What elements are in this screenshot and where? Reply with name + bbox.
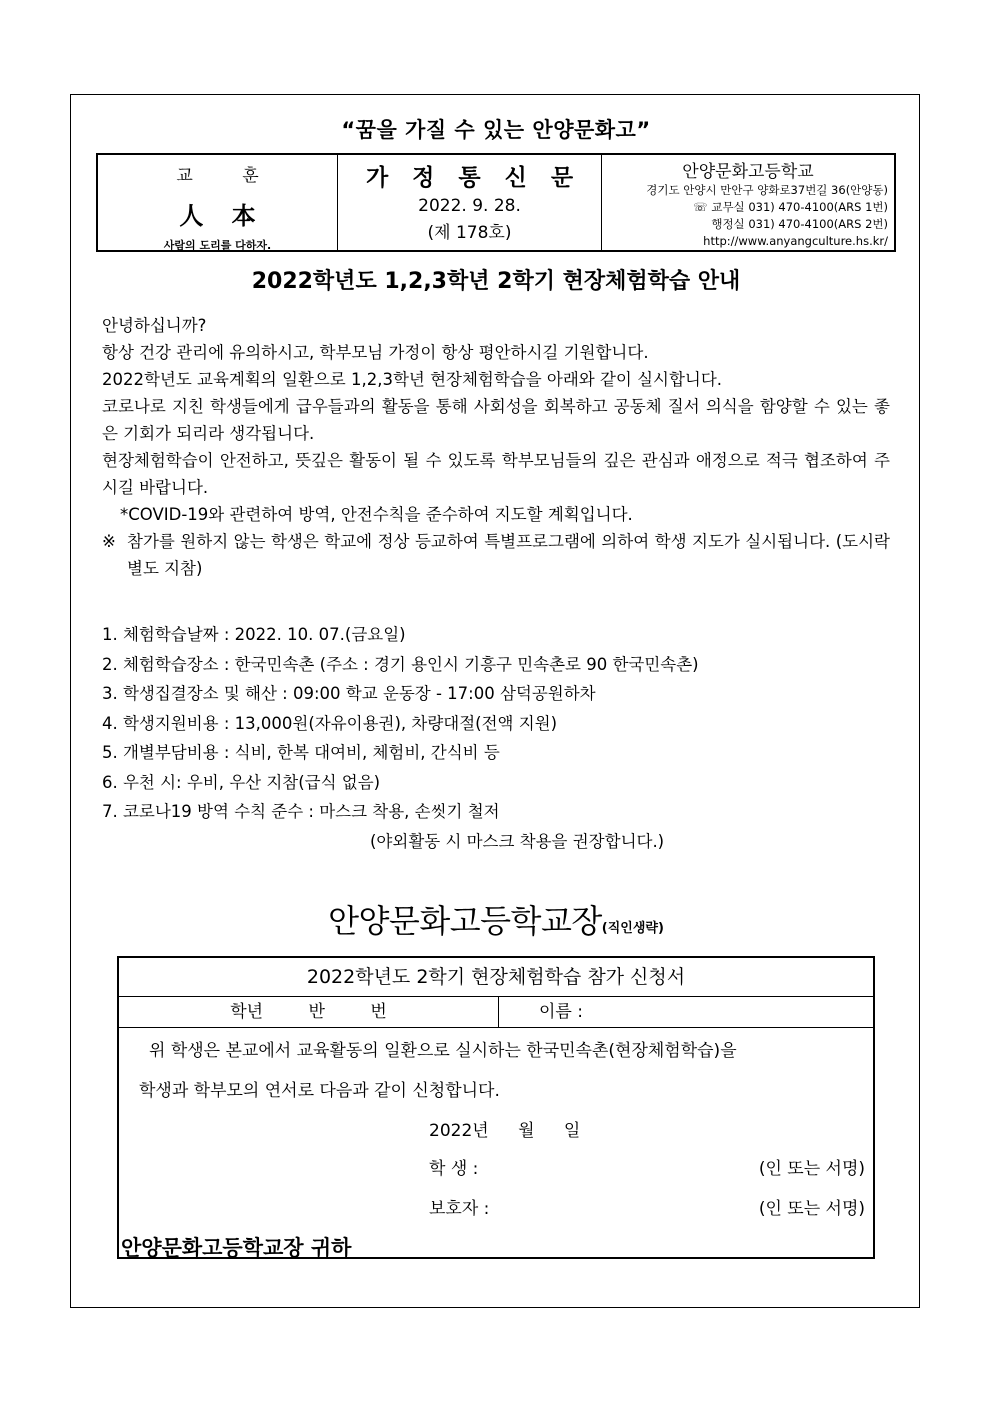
body-paragraph: 2022학년도 교육계획의 일환으로 1,2,3학년 현장체험학습을 아래와 같이 실시합니다. bbox=[102, 370, 723, 389]
office-phone: ☏ 교무실 031) 470-4100(ARS 1번) bbox=[693, 200, 888, 214]
newsletter-header-table bbox=[96, 153, 896, 252]
school-motto-cell bbox=[98, 155, 338, 250]
student-signature-field[interactable]: (인 또는 서명) bbox=[758, 1159, 865, 1179]
list-item: 7. 코로나19 방역 수칙 준수 : 마스크 착용, 손씻기 철저 bbox=[102, 802, 500, 821]
form-statement: 학생과 학부모의 연서로 다음과 같이 신청합니다. bbox=[139, 1081, 500, 1101]
greeting: 안녕하십니까? bbox=[102, 316, 207, 335]
newsletter-title: 가 정 통 신 문 bbox=[365, 165, 582, 191]
admin-phone: 행정실 031) 470-4100(ARS 2번) bbox=[711, 217, 888, 231]
application-form bbox=[117, 956, 875, 1259]
document-title: 2022학년도 1,2,3학년 2학기 현장체험학습 안내 bbox=[251, 269, 741, 294]
form-addressee: 안양문화고등학교장 귀하 bbox=[121, 1236, 352, 1260]
list-item: 1. 체험학습날짜 : 2022. 10. 07.(금요일) bbox=[102, 625, 406, 644]
principal-title: 안양문화고등학교장 bbox=[328, 902, 602, 940]
form-title: 2022학년도 2학기 현장체험학습 참가 신청서 bbox=[119, 958, 873, 997]
trip-details-list bbox=[102, 620, 890, 856]
seal-omitted-note: (직인생략) bbox=[601, 921, 664, 936]
covid-notice: *COVID-19와 관련하여 방역, 안전수칙을 준수하여 지도할 계획입니다. bbox=[120, 505, 633, 524]
form-statement: 위 학생은 본교에서 교육활동의 일환으로 실시하는 한국민속촌(현장체험학습)을 bbox=[149, 1041, 737, 1061]
reference-mark-icon: ※ bbox=[102, 532, 116, 551]
student-info-row bbox=[119, 997, 873, 1028]
school-motto: 人 本 bbox=[179, 201, 266, 230]
school-motto-label: 교 훈 bbox=[176, 166, 281, 186]
student-signature-label: 학 생 : bbox=[429, 1159, 479, 1179]
letter-body bbox=[102, 312, 890, 582]
list-item: 2. 체험학습장소 : 한국민속촌 (주소 : 경기 용인시 기흥구 민속촌로 90 한국민속촌) bbox=[102, 654, 699, 674]
grade-class-number-field[interactable]: 학년 반 번 bbox=[119, 997, 499, 1027]
mask-recommendation: (야외활동 시 마스크 착용을 권장합니다.) bbox=[370, 831, 665, 851]
non-participation-note bbox=[102, 528, 890, 582]
body-paragraph: 항상 건강 관리에 유의하시고, 학부모님 가정이 항상 평안하시길 기원합니다. bbox=[102, 343, 649, 362]
guardian-signature-label: 보호자 : bbox=[429, 1199, 490, 1219]
school-address: 경기도 안양시 만안구 양화로37번길 36(안양동) bbox=[646, 183, 888, 197]
student-name-field[interactable]: 이름 : bbox=[539, 1002, 583, 1022]
school-website-link[interactable]: http://www.anyangculture.hs.kr/ bbox=[703, 234, 888, 248]
application-date-field[interactable]: 2022년 월 일 bbox=[429, 1121, 581, 1141]
newsletter-info-cell bbox=[338, 155, 602, 250]
non-participation-text: 참가를 원하지 않는 학생은 학교에 정상 등교하여 특별프로그램에 의하여 학생 지도가 실시됩니다. (도시락 별도 지참) bbox=[127, 532, 890, 578]
newsletter-date: 2022. 9. 28. bbox=[418, 196, 521, 216]
list-item: 5. 개별부담비용 : 식비, 한복 대여비, 체험비, 간식비 등 bbox=[102, 743, 500, 762]
body-paragraph: 코로나로 지친 학생들에게 급우들과의 활동을 통해 사회성을 회복하고 공동체 질서 의식을 함양할 수 있는 좋은 기회가 되리라 생각됩니다. bbox=[102, 397, 890, 443]
principal-signature bbox=[0, 896, 992, 942]
guardian-signature-field[interactable]: (인 또는 서명) bbox=[758, 1199, 865, 1219]
school-slogan: “꿈을 가질 수 있는 안양문화고” bbox=[341, 118, 651, 142]
list-item: 4. 학생지원비용 : 13,000원(자유이용권), 차량대절(전액 지원) bbox=[102, 713, 558, 733]
school-motto-subtitle: 사람의 도리를 다하자. bbox=[163, 239, 272, 252]
school-name: 안양문화고등학교 bbox=[682, 162, 814, 182]
school-contact-cell bbox=[602, 155, 894, 250]
newsletter-issue: (제 178호) bbox=[427, 223, 512, 243]
body-paragraph: 현장체험학습이 안전하고, 뜻깊은 활동이 될 수 있도록 학부모님들의 깊은 관심과 애정으로 적극 협조하여 주시길 바랍니다. bbox=[102, 451, 890, 497]
list-item: 3. 학생집결장소 및 해산 : 09:00 학교 운동장 - 17:00 삼덕공원하차 bbox=[102, 684, 596, 703]
list-item: 6. 우천 시: 우비, 우산 지참(급식 없음) bbox=[102, 772, 381, 792]
